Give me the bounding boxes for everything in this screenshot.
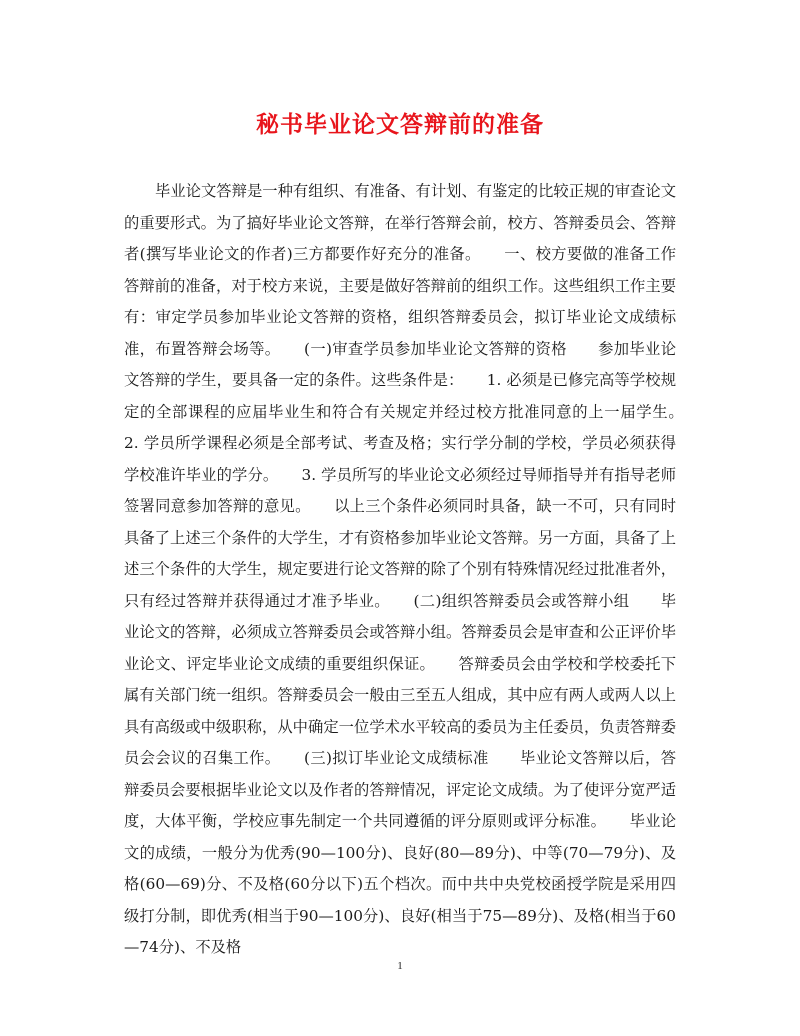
page-number: 1 (397, 960, 403, 972)
body-paragraph: 毕业论文答辩是一种有组织、有准备、有计划、有鉴定的比较正规的审查论文的重要形式。为了搞好毕业论文答辩，在举行答辩会前，校方、答辩委员会、答辩者(撰写毕业论文的作者)三方都要作好充分的准备。 一、校方要做的准备工作 答辩前的准备，对于校方来说，主要是做好答辩前的组织工作。这些组织工作主要有：审定学员参加毕业论文答辩的资格，组织答辩委员会，拟订毕业论文成绩标准，布置答辩会场等。 (一)审查学员参加毕业论文答辩的资格 参加毕业论文答辩的学生，要具备一定的条件。这些条件是： 1. 必须是已修完高等学校规定的全部课程的应届毕业生和符合有关规定并经过校方批准同意的上一届学生。 2. 学员所学课程必须是全部考试、考查及格；实行学分制的学校，学员必须获得学校准许毕业的学分。 3. 学员所写的毕业论文必须经过导师指导并有指导老师签署同意参加答辩的意见。 以上三个条件必须同时具备，缺一不可，只有同时具备了上述三个条件的大学生，才有资格参加毕业论文答辩。另一方面，具备了上述三个条件的大学生，规定要进行论文答辩的除了个别有特殊情况经过批准者外，只有经过答辩并获得通过才准予毕业。 (二)组织答辩委员会或答辩小组 毕业论文的答辩，必须成立答辩委员会或答辩小组。答辩委员会是审查和公正评价毕业论文、评定毕业论文成绩的重要组织保证。 答辩委员会由学校和学校委托下属有关部门统一组织。答辩委员会一般由三至五人组成，其中应有两人或两人以上具有高级或中级职称，从中确定一位学术水平较高的委员为主任委员，负责答辩委员会会议的召集工作。 (三)拟订毕业论文成绩标准 毕业论文答辩以后，答辩委员会要根据毕业论文以及作者的答辩情况，评定论文成绩。为了使评分宽严适度，大体平衡，学校应事先制定一个共同遵循的评分原则或评分标准。 毕业论文的成绩，一般分为优秀(90—100分)、良好(80—89分)、中等(70—79分)、及格(60—69)分、不及格(60分以下)五个档次。而中共中央党校函授学院是采用四级打分制，即优秀(相当于90—100分)、良好(相当于75—89分)、及格(相当于60—74分)、不及格 (124, 182, 707, 956)
document-title: 秘书毕业论文答辩前的准备 (256, 111, 544, 138)
